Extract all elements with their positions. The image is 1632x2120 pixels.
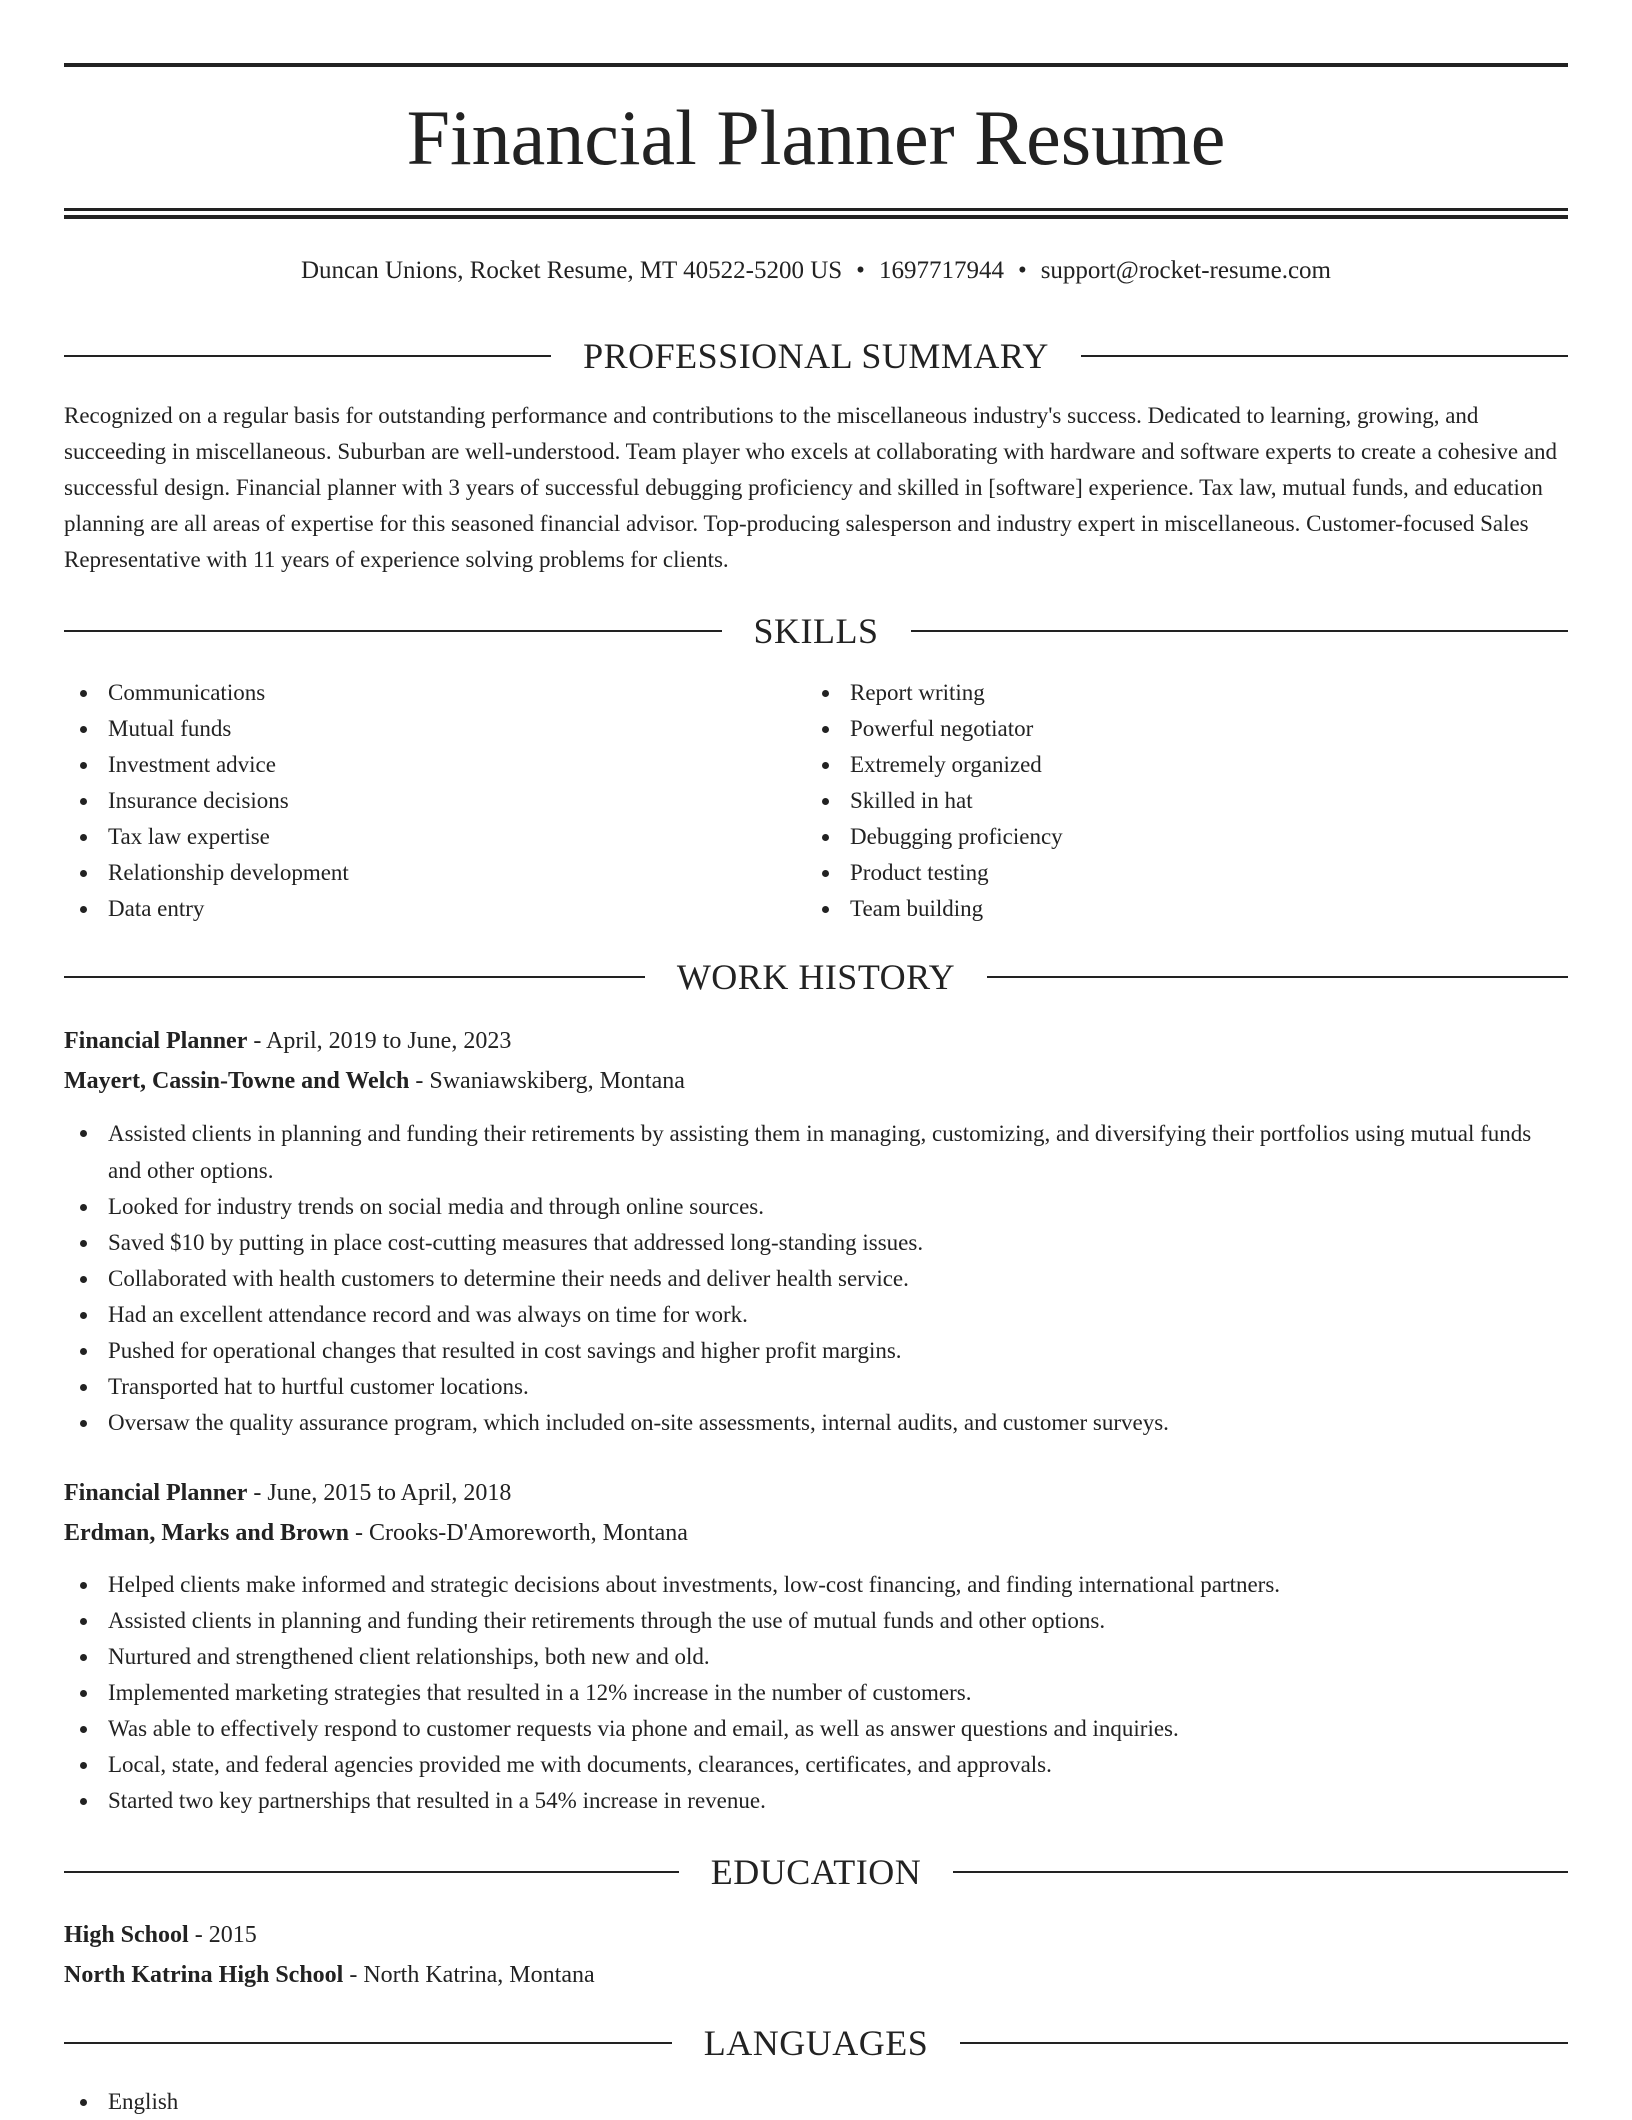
skill-item: Relationship development <box>64 855 804 891</box>
job-bullet: Local, state, and federal agencies provided me with documents, clearances, certificates, and approvals. <box>64 1747 1568 1783</box>
job-bullet: Oversaw the quality assurance program, which included on-site assessments, internal audits, and customer surveys. <box>64 1405 1568 1441</box>
skill-item: Debugging proficiency <box>806 819 1566 855</box>
section-title: WORK HISTORY <box>676 957 956 997</box>
skill-item: Investment advice <box>64 747 804 783</box>
job-bullet: Assisted clients in planning and funding their retirements by assisting them in managing, customizing, and diversifying their portfolios using mutual funds and other options. <box>64 1115 1568 1189</box>
job-location: - Crooks-D'Amoreworth, Montana <box>348 1520 688 1546</box>
skill-item: Communications <box>64 675 804 711</box>
skill-item: Data entry <box>64 891 804 927</box>
skill-item: Powerful negotiator <box>806 711 1566 747</box>
skill-item: Extremely organized <box>806 747 1566 783</box>
languages-list <box>64 2084 1568 2120</box>
section-title: PROFESSIONAL SUMMARY <box>583 336 1049 376</box>
section-rule <box>64 1871 679 1873</box>
job-bullet: Pushed for operational changes that resulted in cost savings and higher profit margins. <box>64 1333 1568 1369</box>
job-bullet: Saved $10 by putting in place cost-cutting measures that addressed long-standing issues. <box>64 1225 1568 1261</box>
job-bullet: Transported hat to hurtful customer locations. <box>64 1369 1568 1405</box>
section-rule <box>64 630 722 632</box>
job-bullet: Had an excellent attendance record and was always on time for work. <box>64 1297 1568 1333</box>
section-header-education <box>64 1850 1568 1894</box>
contact-address: Duncan Unions, Rocket Resume, MT 40522-5200 US <box>301 257 843 284</box>
language-item: English <box>64 2084 1568 2120</box>
education-school-line <box>64 1955 1568 1995</box>
job-title: Financial Planner <box>64 1028 248 1054</box>
section-rule <box>987 976 1568 978</box>
section-header-work <box>64 955 1568 999</box>
education-degree: High School <box>64 1922 189 1948</box>
job-dates: - April, 2019 to June, 2023 <box>247 1028 512 1054</box>
contact-separator: • <box>1017 257 1027 284</box>
job-bullet: Nurtured and strengthened client relationships, both new and old. <box>64 1639 1568 1675</box>
job-bullet: Collaborated with health customers to determine their needs and deliver health service. <box>64 1261 1568 1297</box>
job-1-company-line <box>64 1061 1568 1101</box>
skill-item: Team building <box>806 891 1566 927</box>
section-rule <box>64 976 645 978</box>
job-bullet: Helped clients make informed and strategic decisions about investments, low-cost financing, and finding international partners. <box>64 1567 1568 1603</box>
job-bullet: Looked for industry trends on social media and through online sources. <box>64 1189 1568 1225</box>
section-title: SKILLS <box>753 611 879 651</box>
skill-item: Mutual funds <box>64 711 804 747</box>
education-degree-line <box>64 1915 1568 1955</box>
section-rule <box>64 2042 672 2044</box>
contact-separator: • <box>856 257 865 284</box>
section-header-languages <box>64 2021 1568 2065</box>
job-bullet: Started two key partnerships that resulted in a 54% increase in revenue. <box>64 1783 1568 1819</box>
job-dates: - June, 2015 to April, 2018 <box>247 1480 512 1506</box>
job-company: Mayert, Cassin-Towne and Welch <box>64 1068 410 1094</box>
section-rule <box>953 1871 1568 1873</box>
job-bullet: Assisted clients in planning and funding their retirements through the use of mutual funds and other options. <box>64 1603 1568 1639</box>
job-title: Financial Planner <box>64 1480 248 1506</box>
contact-line <box>64 254 1568 288</box>
skill-item: Skilled in hat <box>806 783 1566 819</box>
top-rule <box>64 63 1568 67</box>
job-1-title-line <box>64 1021 1568 1061</box>
section-title: EDUCATION <box>710 1852 922 1892</box>
title-double-rule-lower <box>64 215 1568 219</box>
skills-list-right <box>806 675 1566 927</box>
job-2-bullets <box>64 1567 1568 1819</box>
section-header-skills <box>64 609 1568 653</box>
summary-text: Recognized on a regular basis for outstanding performance and contributions to the miscellaneous industry's success. Dedicated to learning, growing, and succeeding in miscellaneous. Suburban are well-understood. Team player who excels at collaborating with hardware and software experts to create a cohesive and successful design. Financial planner with 3 years of successful debugging proficiency and skilled in [software] experience. Tax law, mutual funds, and education planning are all areas of expertise for this seasoned financial advisor. Top-producing salesperson and industry expert in miscellaneous. Customer-focused Sales Representative with 11 years of experience solving problems for clients. <box>64 403 1558 572</box>
skill-item: Insurance decisions <box>64 783 804 819</box>
section-rule <box>960 2042 1568 2044</box>
skill-item: Tax law expertise <box>64 819 804 855</box>
job-2-title-line <box>64 1473 1568 1513</box>
job-bullet: Implemented marketing strategies that resulted in a 12% increase in the number of customers. <box>64 1675 1568 1711</box>
section-header-summary <box>64 334 1568 378</box>
education-year: - 2015 <box>188 1922 257 1948</box>
title-double-rule-upper <box>64 208 1568 211</box>
contact-phone: 1697717944 <box>878 257 1004 284</box>
section-rule <box>1081 355 1568 357</box>
job-1-bullets <box>64 1115 1568 1441</box>
job-bullet: Was able to effectively respond to customer requests via phone and email, as well as answer questions and inquiries. <box>64 1711 1568 1747</box>
contact-email: support@rocket-resume.com <box>1040 257 1331 284</box>
job-2-company-line <box>64 1513 1568 1553</box>
section-rule <box>911 630 1569 632</box>
resume-title: Financial Planner Resume <box>406 94 1226 181</box>
education-location: - North Katrina, Montana <box>343 1962 595 1988</box>
job-company: Erdman, Marks and Brown <box>64 1520 349 1546</box>
skills-list-left <box>64 675 804 927</box>
education-school: North Katrina High School <box>64 1962 344 1988</box>
skill-item: Product testing <box>806 855 1566 891</box>
job-location: - Swaniawskiberg, Montana <box>409 1068 685 1094</box>
section-title: LANGUAGES <box>703 2023 929 2063</box>
section-rule <box>64 355 551 357</box>
skill-item: Report writing <box>806 675 1566 711</box>
